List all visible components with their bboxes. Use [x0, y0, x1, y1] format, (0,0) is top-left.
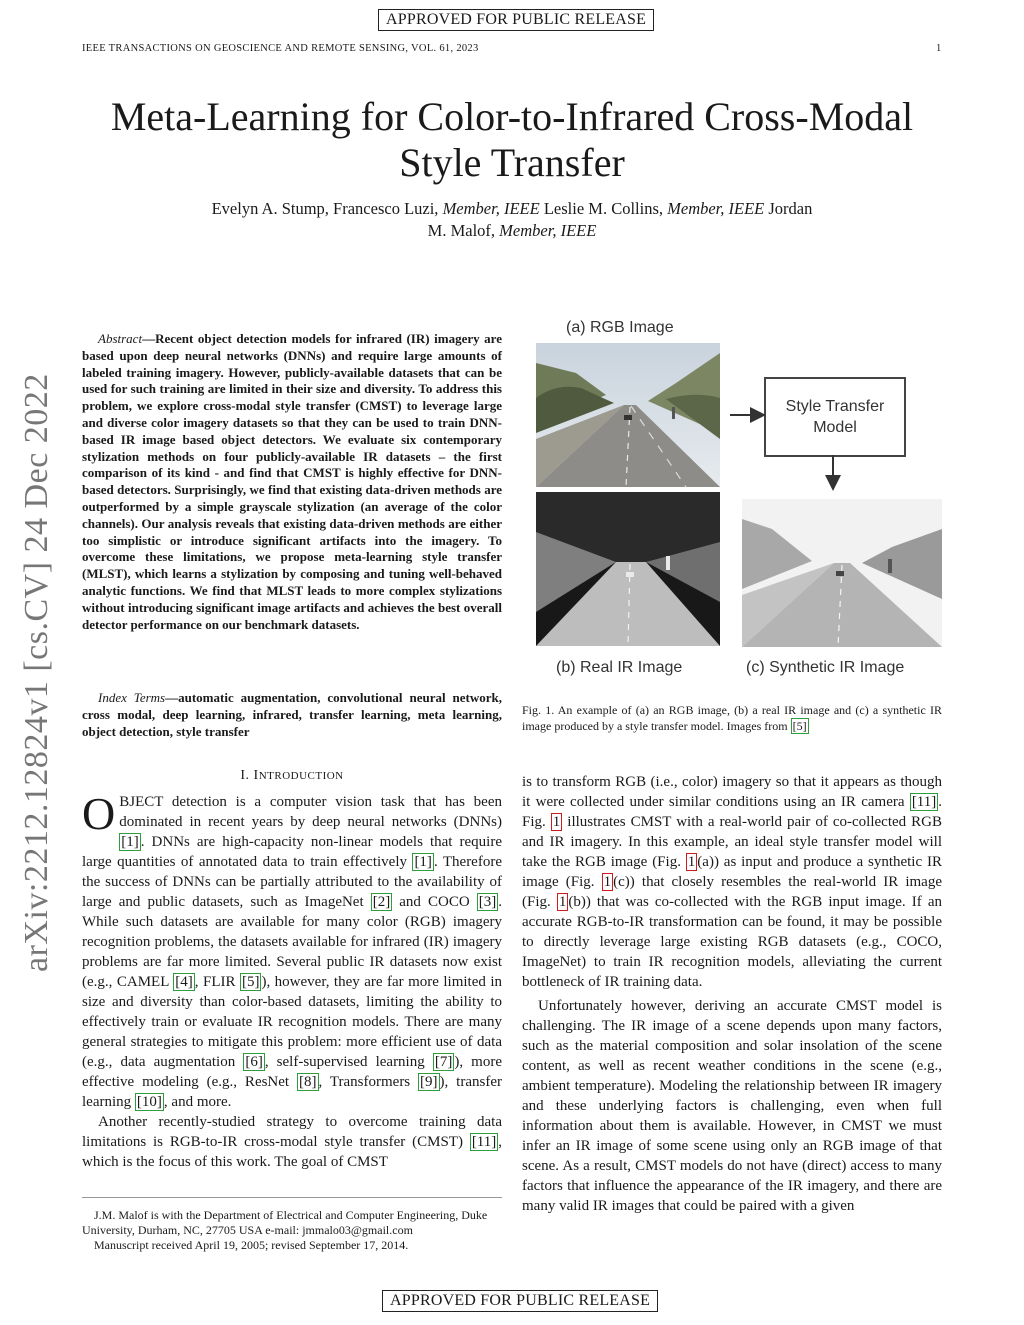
p3-text: . Fig.	[522, 794, 942, 830]
author-names-3: Jordan	[764, 199, 813, 218]
author-names-4: M. Malof,	[427, 221, 500, 240]
citation-link[interactable]: [5]	[241, 974, 260, 990]
p1-text: and COCO	[392, 894, 477, 910]
p2-text: Another recently-studied strategy to overcome training data limitations is RGB-to-IR cross-modal style transfer (CMST)	[82, 1114, 502, 1150]
paper-title	[0, 94, 1024, 186]
citation-link[interactable]: [7]	[434, 1054, 453, 1070]
figure-caption	[522, 702, 942, 734]
p3-text: (a)) as input and produce a synthetic IR image (Fig.	[522, 854, 942, 890]
p2-text: , which is the focus of this work. The goal of CMST	[82, 1134, 502, 1170]
title-line-2: Style Transfer	[399, 140, 625, 185]
p1-text: . DNNs are high-capacity non-linear models that require large quantities of annotated data to train effectively	[82, 834, 502, 870]
p1-text: , Transformers	[318, 1074, 419, 1090]
author-list	[0, 198, 1024, 242]
synthetic-ir-road-scene	[742, 499, 942, 647]
citation-link[interactable]: [1]	[121, 834, 139, 850]
citation-link[interactable]: [8]	[299, 1074, 317, 1090]
running-head: IEEE TRANSACTIONS ON GEOSCIENCE AND REMOTE SENSING, VOL. 61, 2023	[82, 43, 479, 54]
citation-link[interactable]: [9]	[420, 1074, 438, 1090]
synthetic-ir-image	[742, 499, 942, 647]
footnote-affiliation: J.M. Malof is with the Department of Electrical and Computer Engineering, Duke University, Durham, NC, 27705 USA e-mail: jmmalo03@gmail.com	[82, 1208, 488, 1237]
p3-text: (c)) that closely resembles the real-world IR image (Fig.	[522, 874, 943, 910]
citation-link[interactable]: [6]	[245, 1054, 263, 1070]
p1-text: ), however, they are far more limited in size and diversity than color-based datasets, limiting the ability to effectively train or evaluate IR recognition models. There are many general strategies to mitigate this problem: more efficient use of data (e.g., data augmentation	[82, 974, 502, 1070]
figure-1	[522, 315, 942, 680]
p1-text: . While such datasets are available for many color (RGB) imagery recognition problems, the datasets available for infrared (IR) imagery problems are far more limited. Several public IR datasets now exist (e.g., CAMEL	[82, 894, 502, 990]
p1-text: , self-supervised learning	[264, 1054, 433, 1070]
left-column-body	[82, 788, 502, 1172]
p1-text: ), more effective modeling (e.g., ResNet	[82, 1054, 502, 1090]
figure-label-real-ir: (b) Real IR Image	[556, 659, 683, 676]
p3-text: (b)) that was co-collected with the RGB input image. If an accurate RGB-to-IR transformation can be found, it may be possible to directly leverage large existing RGB datasets (e.g., COCO, ImageNet) to train IR recognition models, alleviating the current bottleneck of IR training data.	[522, 894, 942, 990]
citation-link[interactable]: [3]	[478, 894, 497, 910]
model-label-line-2: Model	[813, 419, 857, 436]
citation-link[interactable]: [5]	[792, 719, 807, 733]
section-numeral: I.	[240, 768, 254, 783]
intro-paragraph-1	[82, 788, 502, 1112]
citation-link[interactable]: [1]	[414, 854, 432, 870]
p3-text: is to transform RGB (i.e., color) imagery so that it appears as though it were collected under similar conditions using an IR camera	[522, 774, 942, 810]
p1-text: , FLIR	[194, 974, 240, 990]
figure-label-rgb: (a) RGB Image	[566, 319, 674, 336]
figure-link[interactable]: 1	[603, 874, 612, 890]
p1-text: , and more.	[163, 1094, 232, 1110]
intro-paragraph-4: Unfortunately however, deriving an accurate CMST model is challenging. The IR image of a scene depends upon many factors, such as the material composition and solar insolation of the scene content, as well as recent weather conditions in the scene (e.g., ambient temperature). Modeling the relationship between IR imagery and these underlying factors is challenging, even when full information about them is available. However, in CMST we must infer an IR image of some scene using only an RGB image of that scene. As a result, CMST models do not have (direct) access to many factors that influence the appearance of the IR imagery, and there are many valid IR images that could be paired with a given	[522, 998, 942, 1214]
index-terms-label: Index Terms	[98, 690, 166, 705]
citation-link[interactable]: [4]	[175, 974, 193, 990]
abstract-text: —Recent object detection models for infrared (IR) imagery are based upon deep neural networks (DNNs) and require large amounts of labeled training imagery. However, publicly-available datasets that can be used for such training are limited in their size and diversity. To address this problem, we explore cross-modal style transfer (CMST) to leverage large and diverse color imagery datasets so that they can be used to train DNN-based IR image based object detectors. We evaluate six contemporary stylization methods on four publicly-available IR datasets – the first comparison of its kind - and find that CMST is highly effective for DNN-based detectors. Surprisingly, we find that existing data-driven methods are outperformed by a simple grayscale stylization (an average of the color channels). Our analysis reveals that existing data-driven methods are either too simplistic or introduce significant artifacts into the imagery. To overcome these limitations, we propose meta-learning style transfer (MLST), which learns a stylization by composing and tuning well-behaved analytic functions. We find that MLST leads to more complex stylizations without introducing significant image artifacts and achieves the best overall detector performance on our benchmark datasets.	[82, 331, 502, 632]
citation-link[interactable]: [10]	[136, 1094, 162, 1110]
approval-banner-bottom: APPROVED FOR PUBLIC RELEASE	[382, 1290, 658, 1312]
dropcap-letter: O	[82, 788, 116, 839]
abstract	[82, 331, 502, 633]
section-heading-introduction	[82, 768, 502, 784]
citation-link[interactable]: [2]	[372, 894, 391, 910]
index-terms	[82, 690, 502, 740]
author-names-1: Evelyn A. Stump, Francesco Luzi,	[211, 199, 443, 218]
author-names-2: Leslie M. Collins,	[539, 199, 668, 218]
abstract-label: Abstract	[98, 331, 143, 346]
footnote-rule	[82, 1197, 502, 1198]
author-membership-1: Member, IEEE	[442, 199, 540, 218]
author-membership-2: Member, IEEE	[667, 199, 765, 218]
title-line-1: Meta-Learning for Color-to-Infrared Cross-Modal	[110, 94, 914, 139]
figure-link[interactable]: 1	[552, 814, 561, 830]
footnote	[82, 1208, 502, 1253]
model-label-line-1: Style Transfer	[785, 398, 885, 415]
right-column-body	[522, 772, 942, 1216]
intro-paragraph-2	[82, 1112, 502, 1172]
figure-link[interactable]: 1	[687, 854, 696, 870]
section-name-rest: NTRODUCTION	[258, 770, 344, 782]
author-membership-3: Member, IEEE	[499, 221, 597, 240]
arxiv-identifier[interactable]: arXiv:2212.12824v1 [cs.CV] 24 Dec 2022	[18, 373, 55, 972]
caption-text: Fig. 1. An example of (a) an RGB image, (b) a real IR image and (c) a synthetic IR image produced by a style transfer model. Images from	[522, 703, 942, 733]
index-terms-text: —automatic augmentation, convolutional neural network, cross modal, deep learning, infrared, transfer learning, meta learning, object detection, style transfer	[82, 690, 502, 739]
p1-text: ), transfer learning	[82, 1074, 502, 1110]
footnote-manuscript-dates: Manuscript received April 19, 2005; revised September 17, 2014.	[94, 1238, 409, 1252]
figure-label-synthetic-ir: (c) Synthetic IR Image	[746, 659, 905, 676]
p1-text: BJECT detection is a computer vision task that has been dominated in recent years by deep neural networks (DNNs)	[119, 794, 502, 830]
approval-banner-top: APPROVED FOR PUBLIC RELEASE	[378, 9, 654, 31]
p1-text: . Therefore the success of DNNs can be partially attributed to the availability of large and public datasets, such as ImageNet	[82, 854, 502, 910]
p3-text: illustrates CMST with a real-world pair of co-collected RGB and IR imagery. In this example, an ideal style transfer model will take the RGB image (Fig.	[522, 814, 943, 870]
real-ir-road-scene	[536, 492, 720, 646]
intro-paragraph-3	[522, 772, 942, 992]
citation-link[interactable]: [11]	[911, 794, 937, 810]
citation-link[interactable]: [11]	[471, 1134, 497, 1150]
figure-link[interactable]: 1	[558, 894, 567, 910]
page-number: 1	[936, 43, 942, 54]
section-name-initial: I	[253, 768, 259, 783]
real-ir-image	[536, 492, 720, 646]
